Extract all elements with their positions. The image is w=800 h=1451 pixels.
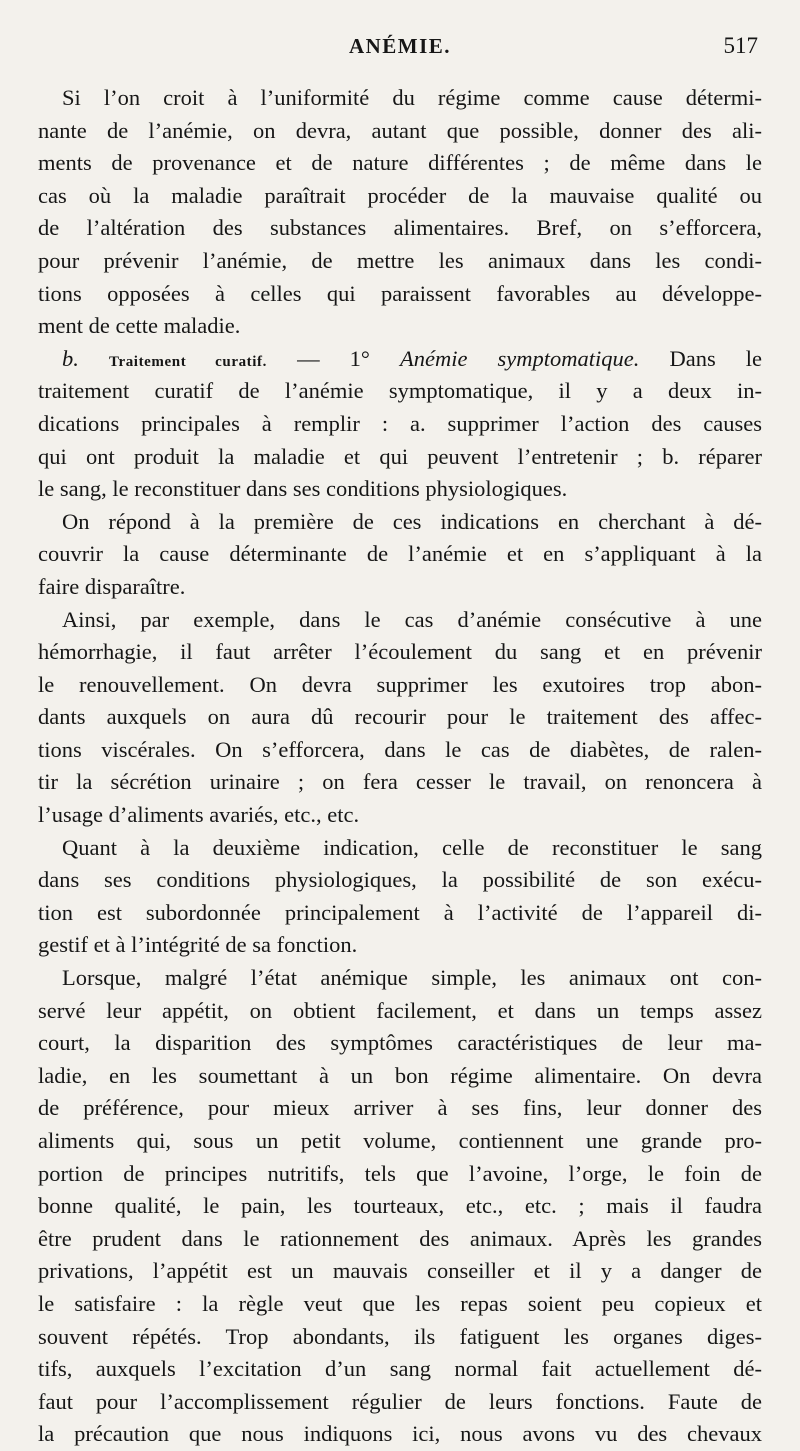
text-line: pour prévenir l’anémie, de mettre les animaux dans les condi-: [38, 247, 762, 273]
text-line: de préférence, pour mieux arriver à ses fins, leur donner des: [38, 1095, 762, 1121]
text-line: traitement curatif de l’anémie symptomatique, il y a deux in-: [38, 378, 762, 404]
subsection-number: 1°: [349, 345, 370, 371]
text-line: tifs, auxquels l’excitation d’un sang normal fait actuellement dé-: [38, 1356, 762, 1382]
text-line: tions viscérales. On s’efforcera, dans le cas de diabètes, de ralen-: [38, 736, 762, 762]
text-line: dants auxquels on aura dû recourir pour le traitement des affec-: [38, 704, 762, 730]
text-line: cas où la maladie paraîtrait procéder de la mauvaise qualité ou: [38, 182, 762, 208]
paragraph-first-indication: [38, 506, 762, 604]
text-line: Ainsi, par exemple, dans le cas d’anémie consécutive à une: [62, 606, 762, 632]
text-line: Quant à la deuxième indication, celle de reconstituer le sang: [62, 834, 762, 860]
text-line: dications principales à remplir : a. supprimer l’action des causes: [38, 410, 762, 436]
text-line: bonne qualité, le pain, les tourteaux, etc., etc. ; mais il faudra: [38, 1193, 762, 1219]
text-line: qui ont produit la maladie et qui peuvent l’entretenir ; b. réparer: [38, 443, 762, 469]
paragraph-prevention: [38, 82, 762, 343]
text-line: aliments qui, sous un petit volume, contiennent une grande pro-: [38, 1128, 762, 1153]
text-line: hémorrhagie, il faut arrêter l’écoulement du sang et en prévenir: [38, 639, 762, 665]
text-line: couvrir la cause déterminante de l’anémie et en s’appliquant à la: [38, 541, 762, 567]
section-heading-line: [38, 343, 762, 376]
text-line: nante de l’anémie, on devra, autant que possible, donner des ali-: [38, 117, 762, 143]
text-line: de l’altération des substances alimentaires. Bref, on s’efforcera,: [38, 215, 762, 241]
text-line: faut pour l’accomplissement régulier de leurs fonctions. Faute de: [38, 1388, 762, 1414]
text-line: court, la disparition des symptômes caractéristiques de leur ma-: [38, 1030, 762, 1056]
section-letter: b.: [62, 345, 79, 371]
text-line: portion de principes nutritifs, tels que l’avoine, l’orge, le foin de: [38, 1160, 762, 1186]
text-line: dans ses conditions physiologiques, la possibilité de son exécu-: [38, 867, 762, 893]
text-line: tions opposées à celles qui paraissent favorables au développe-: [38, 280, 762, 306]
text-line: le renouvellement. On devra supprimer les exutoires trop abon-: [38, 671, 762, 697]
running-title: ANÉMIE.: [348, 34, 452, 58]
paragraph-example: [38, 604, 762, 832]
text-line: Lorsque, malgré l’état anémique simple, les animaux ont con-: [62, 965, 762, 991]
section-heading: Traitement curatif.: [108, 353, 267, 370]
heading-line-text: Dans le: [669, 345, 763, 371]
text-line: ments de provenance et de nature différentes ; de même dans le: [38, 150, 762, 176]
text-line: faire disparaître.: [38, 573, 186, 599]
heading-dash: —: [297, 345, 320, 371]
text-line: la précaution que nous indiquons ici, nous avons vu des chevaux: [38, 1421, 762, 1447]
subsection-heading: Anémie symptomatique.: [399, 345, 640, 371]
text-line: gestif et à l’intégrité de sa fonction.: [38, 932, 358, 958]
text-line: Si l’on croit à l’uniformité du régime comme cause détermi-: [62, 85, 762, 110]
text-line: souvent répétés. Trop abondants, ils fatiguent les organes diges-: [38, 1323, 762, 1349]
text-line: le sang, le reconstituer dans ses conditions physiologiques.: [38, 476, 568, 502]
text-line: On répond à la première de ces indications en cherchant à dé-: [62, 508, 762, 534]
page-header: [38, 30, 762, 66]
page-body: [38, 82, 762, 1451]
text-line: l’usage d’aliments avariés, etc., etc.: [38, 802, 360, 828]
text-line: ladie, en les soumettant à un bon régime alimentaire. On devra: [38, 1062, 762, 1088]
paragraph-appetite-regime: [38, 962, 762, 1451]
text-line: tir la sécrétion urinaire ; on fera cesser le travail, on renoncera à: [38, 769, 762, 795]
text-line: le satisfaire : la règle veut que les repas soient peu copieux et: [38, 1290, 762, 1316]
paragraph-second-indication: [38, 832, 762, 962]
text-line: tion est subordonnée principalement à l’activité de l’appareil di-: [38, 899, 762, 925]
paragraph-curative-treatment: [38, 343, 762, 506]
text-line: privations, l’appétit est un mauvais conseiller et il y a danger de: [38, 1258, 762, 1284]
text-line: servé leur appétit, on obtient facilement, et dans un temps assez: [38, 997, 762, 1023]
text-line: ment de cette maladie.: [38, 313, 241, 339]
page-number: 517: [723, 33, 758, 58]
text-line: être prudent dans le rationnement des animaux. Après les grandes: [38, 1225, 762, 1251]
